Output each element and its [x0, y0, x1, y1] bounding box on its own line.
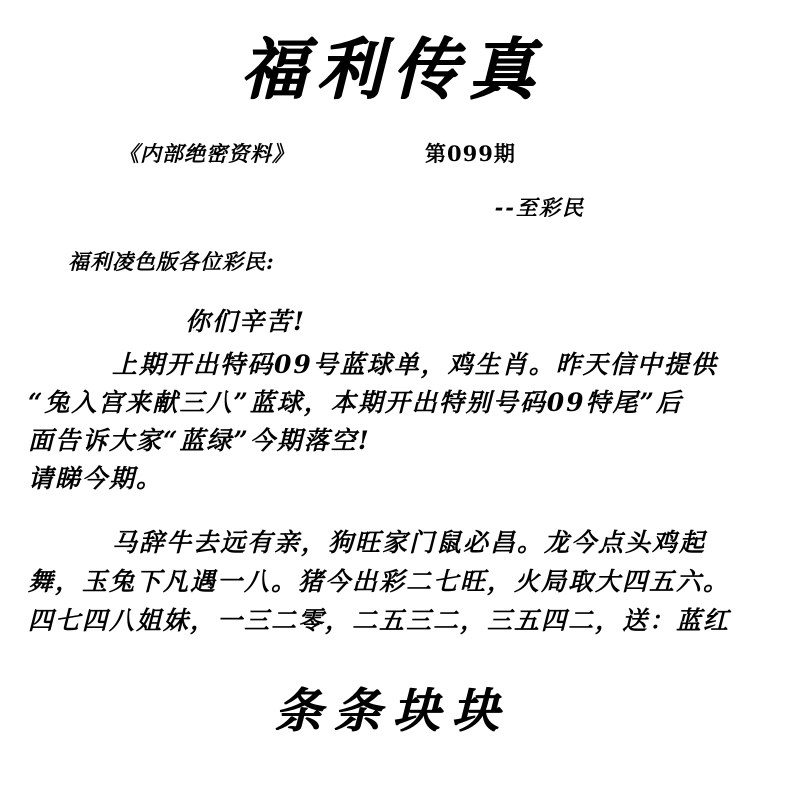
- page-title: 福利传真: [240, 30, 545, 108]
- verse-line: 舞，玉兔下凡遇一八。猪今出彩二七旺，火局取大四五六。: [28, 566, 731, 596]
- issue-number: 第099期: [425, 141, 516, 166]
- footer-slogan: 条条块块: [274, 684, 511, 740]
- signature-line: --至彩民: [494, 195, 585, 220]
- subtitle-row: [0, 138, 785, 170]
- body-text-block: [0, 346, 785, 498]
- body-line: “兔入宫来献三八”蓝球，本期开出特别号码09特尾”后: [28, 388, 683, 417]
- greeting-line: 福利凌色版各位彩民:: [68, 249, 275, 274]
- document-page: [0, 30, 785, 808]
- body-line: 上期开出特码09号蓝球单，鸡生肖。昨天信中提供: [112, 350, 718, 379]
- body-line: 面告诉大家“蓝绿”今期落空!: [28, 426, 371, 455]
- body-line: 请睇今期。: [28, 464, 164, 493]
- hardwork-line: 你们辛苦!: [185, 307, 306, 336]
- secret-material-note: 《内部绝密资料》: [118, 141, 294, 166]
- verse-line: 马辞牛去远有亲，狗旺家门鼠必昌。龙今点头鸡起: [112, 528, 707, 557]
- verse-line: 四七四八姐妹，一三二零，二五三二，三五四二，送：蓝红: [28, 605, 731, 635]
- verse-text-block: [0, 524, 785, 640]
